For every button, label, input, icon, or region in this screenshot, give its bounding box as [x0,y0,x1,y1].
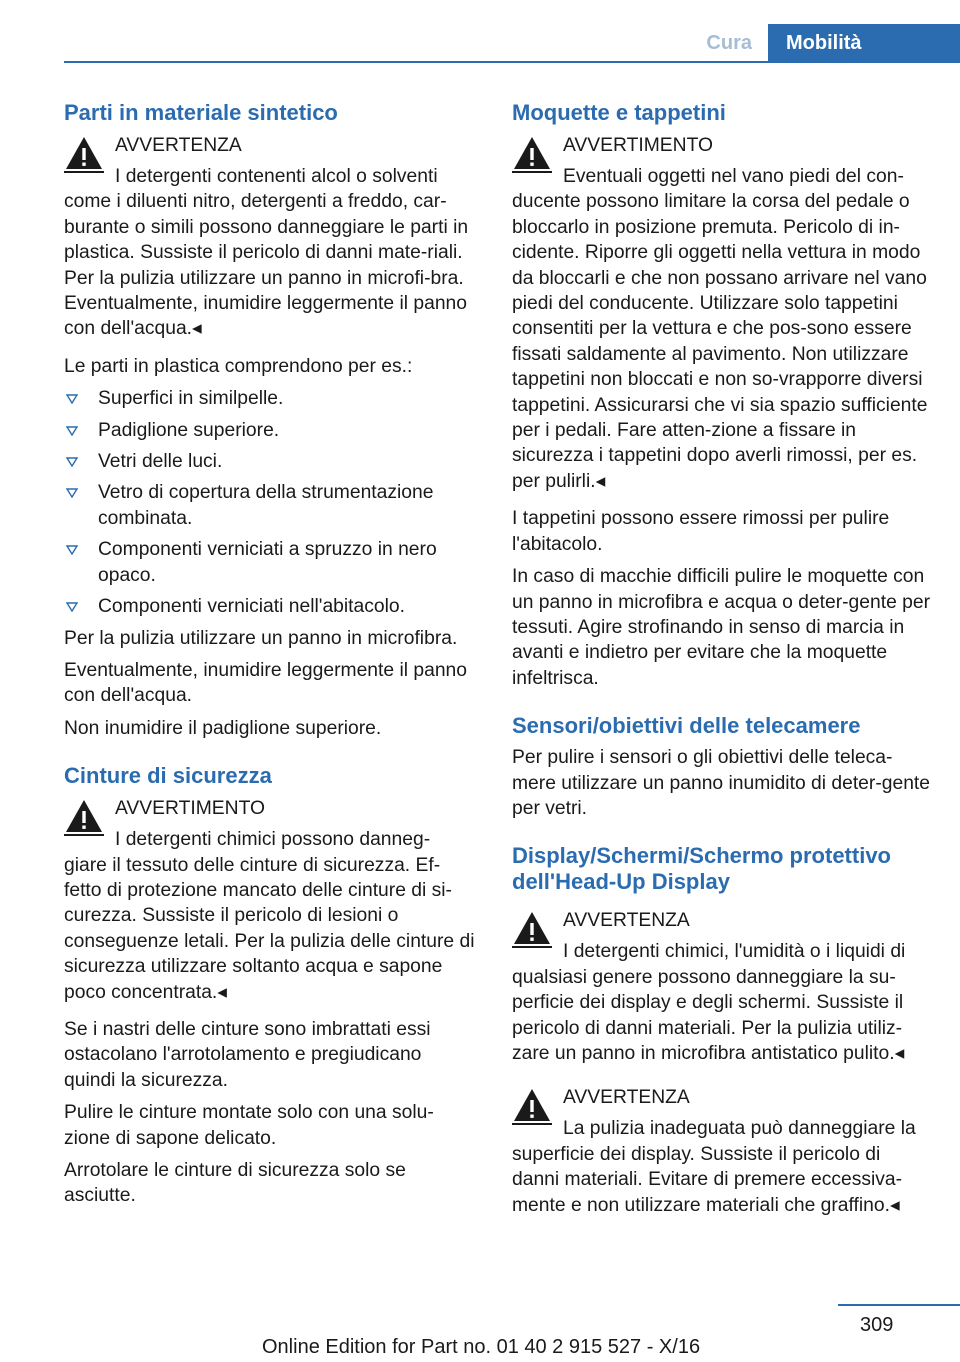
warning-title: AVVERTENZA [115,135,242,156]
warning-rest: ducente possono limitare la corsa del pedale o bloccarlo in posizione premuta. Pericolo di in‐cidente. Riporre gli oggetti nella vettura in modo da bloccarli e che non possano arrivare nel vano piedi del conducente. Utilizzare solo tappetini consentiti per la vettura e che pos‐sono essere fissati saldamente al pavimento. Non utilizzare tappetini non bloccati e non so‐vrapporre diversi tappetini. Assicurarsi che vi sia spazio sufficiente per i pedali. Fare atten‐zione a fissare in sicurezza i tappetini dopo averli rimossi, per es. per pulirli.◂ [512,191,928,492]
left-column [64,100,476,1216]
warning-title: AVVERTIMENTO [115,798,265,820]
triangle-bullet-icon [66,394,78,404]
header-rule [64,61,960,63]
triangle-bullet-icon [66,426,78,436]
warning-title: AVVERTIMENTO [563,135,713,156]
warning-block-display-2 [512,1084,932,1218]
warning-block-cinture [64,795,476,1005]
warning-rest: giare il tessuto delle cinture di sicurezza. Ef‐fetto di protezione mancato delle cinture di si‐curezza. Sussiste il pericolo di lesioni o conseguenze letali. Per la pulizia delle cinture di sicurezza utilizzare soltanto acqua e sapone poco concentrata.◂ [64,854,475,1003]
section-title-moquette: Moquette e tappetini [512,100,726,125]
warning-block-parti [64,132,476,342]
warning-title: AVVERTENZA [563,910,690,932]
warning-text [64,827,476,1005]
list-item: Padiglione superiore. [64,418,476,443]
warning-rest: come i diluenti nitro, detergenti a freddo, car‐burante o simili possono danneggiare le parti in plastica. Sussiste il pericolo di danni mate‐riali. Per la pulizia utilizzare un panno in microfi‐bra. Eventualmente, inumidire leggermente il panno con dell'acqua.◂ [64,191,469,340]
paragraph: Per la pulizia utilizzare un panno in microfibra. [64,627,458,649]
list-item: Superfici in similpelle. [64,386,476,411]
list-item: Componenti verniciati nell'abitacolo. [64,594,476,619]
warning-first-line: I detergenti contenenti alcol o solventi [115,166,438,187]
warning-rest: superficie dei display. Sussiste il pericolo di danni materiali. Evitare di premere eccessiva‐mente e non utilizzare materiali che graffino.◂ [512,1143,903,1216]
list-item: Componenti verniciati a spruzzo in nero opaco. [64,537,476,588]
warning-text [64,164,476,342]
warning-text [512,939,932,1066]
warning-title: AVVERTENZA [563,1087,690,1109]
plastic-parts-list [64,386,476,619]
footer-rule [838,1304,960,1306]
triangle-bullet-icon [66,545,78,555]
warning-first-line: La pulizia inadeguata può danneggiare la [563,1118,916,1140]
section-title-cinture: Cinture di sicurezza [64,763,272,789]
warning-text [512,164,932,494]
list-item: Vetro di copertura della strumentazione combinata. [64,480,476,531]
edition-note: Online Edition for Part no. 01 40 2 915 527 - X/16 [262,1336,701,1358]
warning-first-line: I detergenti chimici, l'umidità o i liquidi di [563,941,906,963]
warning-first-line: Eventuali oggetti nel vano piedi del con‐ [563,166,904,187]
paragraph: I tappetini possono essere rimossi per pulire l'abitacolo. [512,508,890,555]
paragraph: Le parti in plastica comprendono per es.: [64,355,413,377]
paragraph: Eventualmente, inumidire leggermente il panno con dell'acqua. [64,659,468,707]
triangle-bullet-icon [66,488,78,498]
triangle-bullet-icon [66,457,78,467]
header-tabs [690,24,960,62]
section-title-display: Display/Schermi/Schermo protettivo dell'Head-Up Display [512,843,891,895]
warning-first-line: I detergenti chimici possono danneg‐ [115,829,431,851]
warning-block-moquette [512,132,932,494]
warning-block-display-1 [512,907,932,1066]
paragraph: Pulire le cinture montate solo con una solu‐zione di sapone delicato. [64,1102,434,1149]
section-title-parti-sintetico: Parti in materiale sintetico [64,100,338,125]
section-title-sensori: Sensori/obiettivi delle telecamere [512,713,861,739]
page-number: 309 [860,1314,894,1336]
triangle-bullet-icon [66,602,78,612]
list-item: Vetri delle luci. [64,449,476,474]
warning-text [512,1116,932,1218]
right-column [512,100,932,1230]
paragraph: Se i nastri delle cinture sono imbrattati essi ostacolano l'arrotolamento e pregiudicano quindi la sicurezza. [64,1018,431,1091]
paragraph: In caso di macchie difficili pulire le moquette con un panno in microfibra e acqua o deter‐gente per tessuti. Agire strofinando in senso di marcia in avanti e indietro per evitare che la moquette infeltrisca. [512,566,931,689]
warning-rest: qualsiasi genere possono danneggiare la su‐perficie dei display e degli schermi. Sussiste il pericolo di danni materiali. Per la pulizia utiliz‐zare un panno in microfibra antistatico pulito.◂ [512,966,905,1064]
tab-mobilita[interactable]: Mobilità [768,24,960,62]
paragraph: Per pulire i sensori o gli obiettivi delle teleca‐mere utilizzare un panno inumidito di deter‐gente per vetri. [512,747,931,819]
tab-cura[interactable]: Cura [690,24,768,62]
paragraph: Non inumidire il padiglione superiore. [64,717,382,739]
paragraph: Arrotolare le cinture di sicurezza solo se asciutte. [64,1160,406,1207]
